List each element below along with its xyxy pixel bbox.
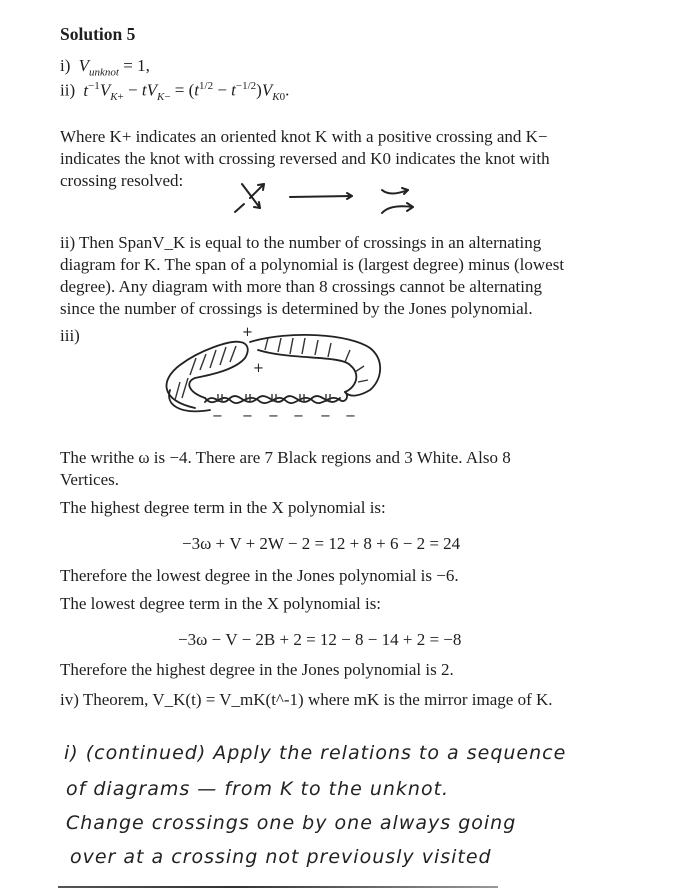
highest-jones-degree: Therefore the highest degree in the Jones polynomial is 2. <box>60 660 454 679</box>
understrand-lower-icon <box>235 204 244 212</box>
part-ii-line-3: degree). Any diagram with more than 8 crossings cannot be alternating <box>60 277 542 296</box>
arrow-icon <box>290 196 352 197</box>
negative-crossing-mark: − <box>320 409 331 424</box>
part-ii-line-1: ii) Then SpanV_K is equal to the number of crossings in an alternating <box>60 233 542 252</box>
bottom-rule <box>58 886 498 888</box>
part-iv-theorem: iv) Theorem, V_K(t) = V_mK(t^-1) where mK is the mirror image of K. <box>60 690 553 709</box>
highest-term-equation: −3ω + V + 2W − 2 = 12 + 8 + 6 − 2 = 24 <box>182 534 461 553</box>
handwritten-line-4: over at a crossing not previously visited <box>70 846 492 868</box>
knot-diagram <box>150 320 480 440</box>
negative-crossing-mark: − <box>268 409 279 424</box>
shading-hatch <box>175 338 368 402</box>
handwritten-line-2: of diagrams — from K to the unknot. <box>66 778 450 800</box>
writhe-line-2: Vertices. <box>60 470 120 489</box>
definition-line-1: Where K+ indicates an oriented knot K with a positive crossing and K− <box>60 127 548 146</box>
definition-line-2: indicates the knot with crossing reversed and K0 indicates the knot with <box>60 149 550 168</box>
part-i-label: i) <box>60 56 71 75</box>
writhe-paragraph <box>60 447 638 491</box>
solution-title: Solution 5 <box>60 24 136 44</box>
negative-crossing-mark: − <box>242 409 253 424</box>
negative-crossing-mark: − <box>293 409 304 424</box>
negative-crossing-mark: − <box>212 409 223 424</box>
writhe-line-1: The writhe ω is −4. There are 7 Black regions and 3 White. Also 8 <box>60 448 511 467</box>
negative-crossing-mark: − <box>345 409 356 424</box>
knot-inner-arc <box>258 350 356 392</box>
lowest-term-intro: The lowest degree term in the X polynomial is: <box>60 594 382 613</box>
understrand-upper-icon <box>250 184 264 198</box>
lowest-jones-degree: Therefore the lowest degree in the Jones polynomial is −6. <box>60 566 459 585</box>
knot-top-arc <box>250 335 380 396</box>
definition-line-3: crossing resolved: <box>60 171 184 190</box>
positive-crossing-mark: + <box>242 325 253 340</box>
part-i-equation: i) $V_{unknot} = 1$, <box>60 56 150 79</box>
unknot-relation: $V_{unknot}$ <box>78 56 119 79</box>
part-ii-label: ii) <box>60 80 76 100</box>
part-iii-label: iii) <box>60 326 80 345</box>
skein-relation: ii) $t^{-1}V_{K+} - tV_{K-} = (t^{1/2} - t^{-1/2})V_{K0}$. <box>60 80 290 104</box>
positive-crossing-mark: + <box>253 361 264 376</box>
part-ii-line-2: diagram for K. The span of a polynomial is (largest degree) minus (lowest <box>60 255 565 274</box>
knot-left-lobe <box>166 342 247 408</box>
crossing-resolution-figure <box>230 180 420 225</box>
part-ii-paragraph <box>60 232 638 320</box>
handwritten-line-3: Change crossings one by one always going <box>66 812 517 834</box>
part-ii-line-4: since the number of crossings is determined by the Jones polynomial. <box>60 299 533 318</box>
lowest-term-equation: −3ω − V − 2B + 2 = 12 − 8 − 14 + 2 = −8 <box>178 630 462 649</box>
handwritten-line-1: i) (continued) Apply the relations to a sequence <box>64 742 567 764</box>
highest-term-intro: The highest degree term in the X polynomial is: <box>60 498 386 517</box>
